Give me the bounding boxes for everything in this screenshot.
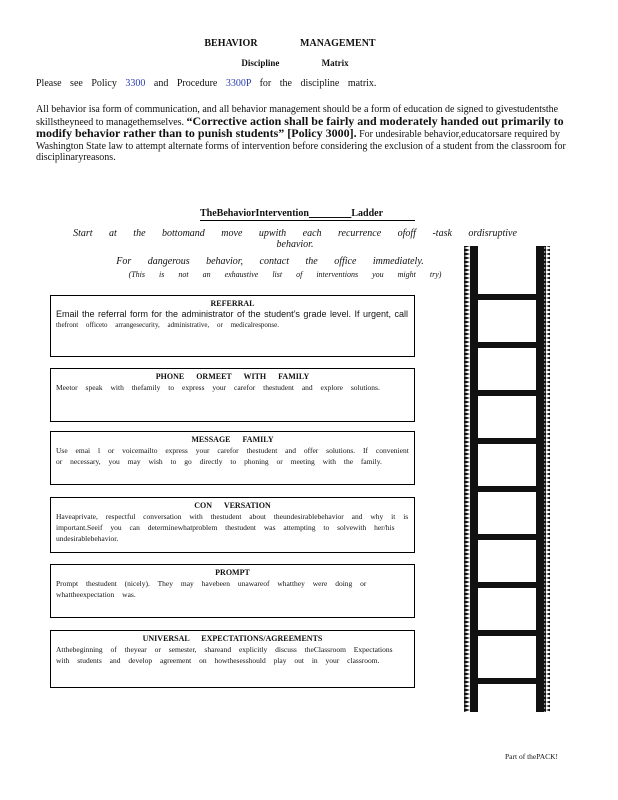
ladder-title-right: Ladder — [351, 208, 384, 219]
ladder-rung — [478, 678, 536, 684]
step-text: Meetor speak with thefamily to express your carefor thestudent and explore solutions. — [56, 383, 380, 392]
intro-quote: “Corrective action shall be fairly and moderately handed out primarily to modify behavior rather than to punish students” [Policy 3000]. — [36, 113, 564, 140]
ladder-rung — [478, 534, 536, 540]
procedure-link[interactable]: 3300P — [225, 78, 252, 89]
step-heading: PHONE ORMEET WITH FAMILY — [155, 372, 310, 381]
ladder-instruction-note: (This is not an exhaustive list of interventions you might try) — [128, 270, 442, 279]
step-text: Email the referral form for the administrator of the student’s grade level. If urgent, call — [56, 309, 408, 319]
step-universal-expectations-box — [50, 630, 415, 688]
policy-mid-text: and Procedure — [153, 78, 218, 89]
step-heading: MESSAGE FAMILY — [191, 435, 274, 444]
policy-pre-text: Please see Policy — [36, 78, 117, 89]
intro-paragraph — [36, 104, 566, 164]
step-text: Haveaprivate, respectful conversation with thestudent about theundesirablebehavior and why it is important.Seeif you can determinewhatproblem thestudent was attempting to solvewith her/his undesirablebehavior. — [56, 512, 409, 543]
step-text: Atthebeginning of theyear or semester, shareand explicitly discuss theClassroom Expectations with students and develop agreement on howthesesshould play out in your classroom. — [56, 645, 393, 665]
ladder-rung — [478, 630, 536, 636]
step-heading: CON VERSATION — [194, 501, 271, 510]
ladder-section-title — [200, 208, 383, 219]
ladder-rungs — [478, 294, 536, 684]
step-text: Prompt thestudent (nicely). They may havebeen unawareof whatthey were doing or whattheexpectation was. — [56, 579, 367, 599]
step-heading: UNIVERSAL EXPECTATIONS/AGREEMENTS — [142, 634, 323, 643]
ladder-instruction-dangerous: For dangerous behavior, contact the office immediately. — [116, 256, 424, 267]
step-heading: PROMPT — [215, 568, 250, 577]
policy-reference — [36, 78, 376, 89]
ladder-right-rail — [536, 246, 550, 712]
step-text: Use emai l or voicemailto express your carefor thestudent and offer solutions. If convenient or necessary, you may wish to go directly to phoning or meeting with the family. — [56, 446, 409, 466]
step-referral-box — [50, 295, 415, 357]
step-heading: REFERRAL — [210, 299, 255, 308]
ladder-instruction-start: Start at the bottomand move upwith each recurrence ofoff -task ordisruptive behavior. — [73, 228, 517, 250]
ladder-rung — [478, 342, 536, 348]
page-subtitle: Discipline Matrix — [241, 58, 349, 68]
ladder-left-rail — [464, 246, 478, 712]
ladder-rung — [478, 390, 536, 396]
ladder-illustration — [464, 244, 554, 714]
intro-part2: For undesirable behavior,educatorsare required by Washington State law to attempt alternate forms of intervention before considering the exclusion of a student from the classroom for disciplinaryreasons. — [36, 129, 566, 163]
intro-part1: All behavior isa form of communication, and all behavior management should be a form of education de signed to givestudentsthe skillstheyneed to managethemselves. — [36, 104, 559, 128]
ladder-rung — [478, 486, 536, 492]
policy-link[interactable]: 3300 — [125, 78, 146, 89]
step-conversation-box — [50, 497, 415, 553]
ladder-rung — [478, 294, 536, 300]
policy-post-text: for the discipline matrix. — [259, 78, 377, 89]
step-message-family-box — [50, 431, 415, 485]
ladder-title-left: TheBehaviorIntervention — [200, 208, 309, 219]
ladder-title-underline — [200, 220, 415, 221]
ladder-rung — [478, 438, 536, 444]
footer-text: Part of thePACK! — [505, 752, 559, 761]
ladder-rung — [478, 582, 536, 588]
step-phone-meet-box — [50, 368, 415, 422]
page-title: BEHAVIOR MANAGEMENT — [204, 38, 376, 49]
step-text-secondary: thefront officeto arrangesecurity, administrative, or medicalresponse. — [56, 321, 280, 329]
step-prompt-box — [50, 564, 415, 618]
